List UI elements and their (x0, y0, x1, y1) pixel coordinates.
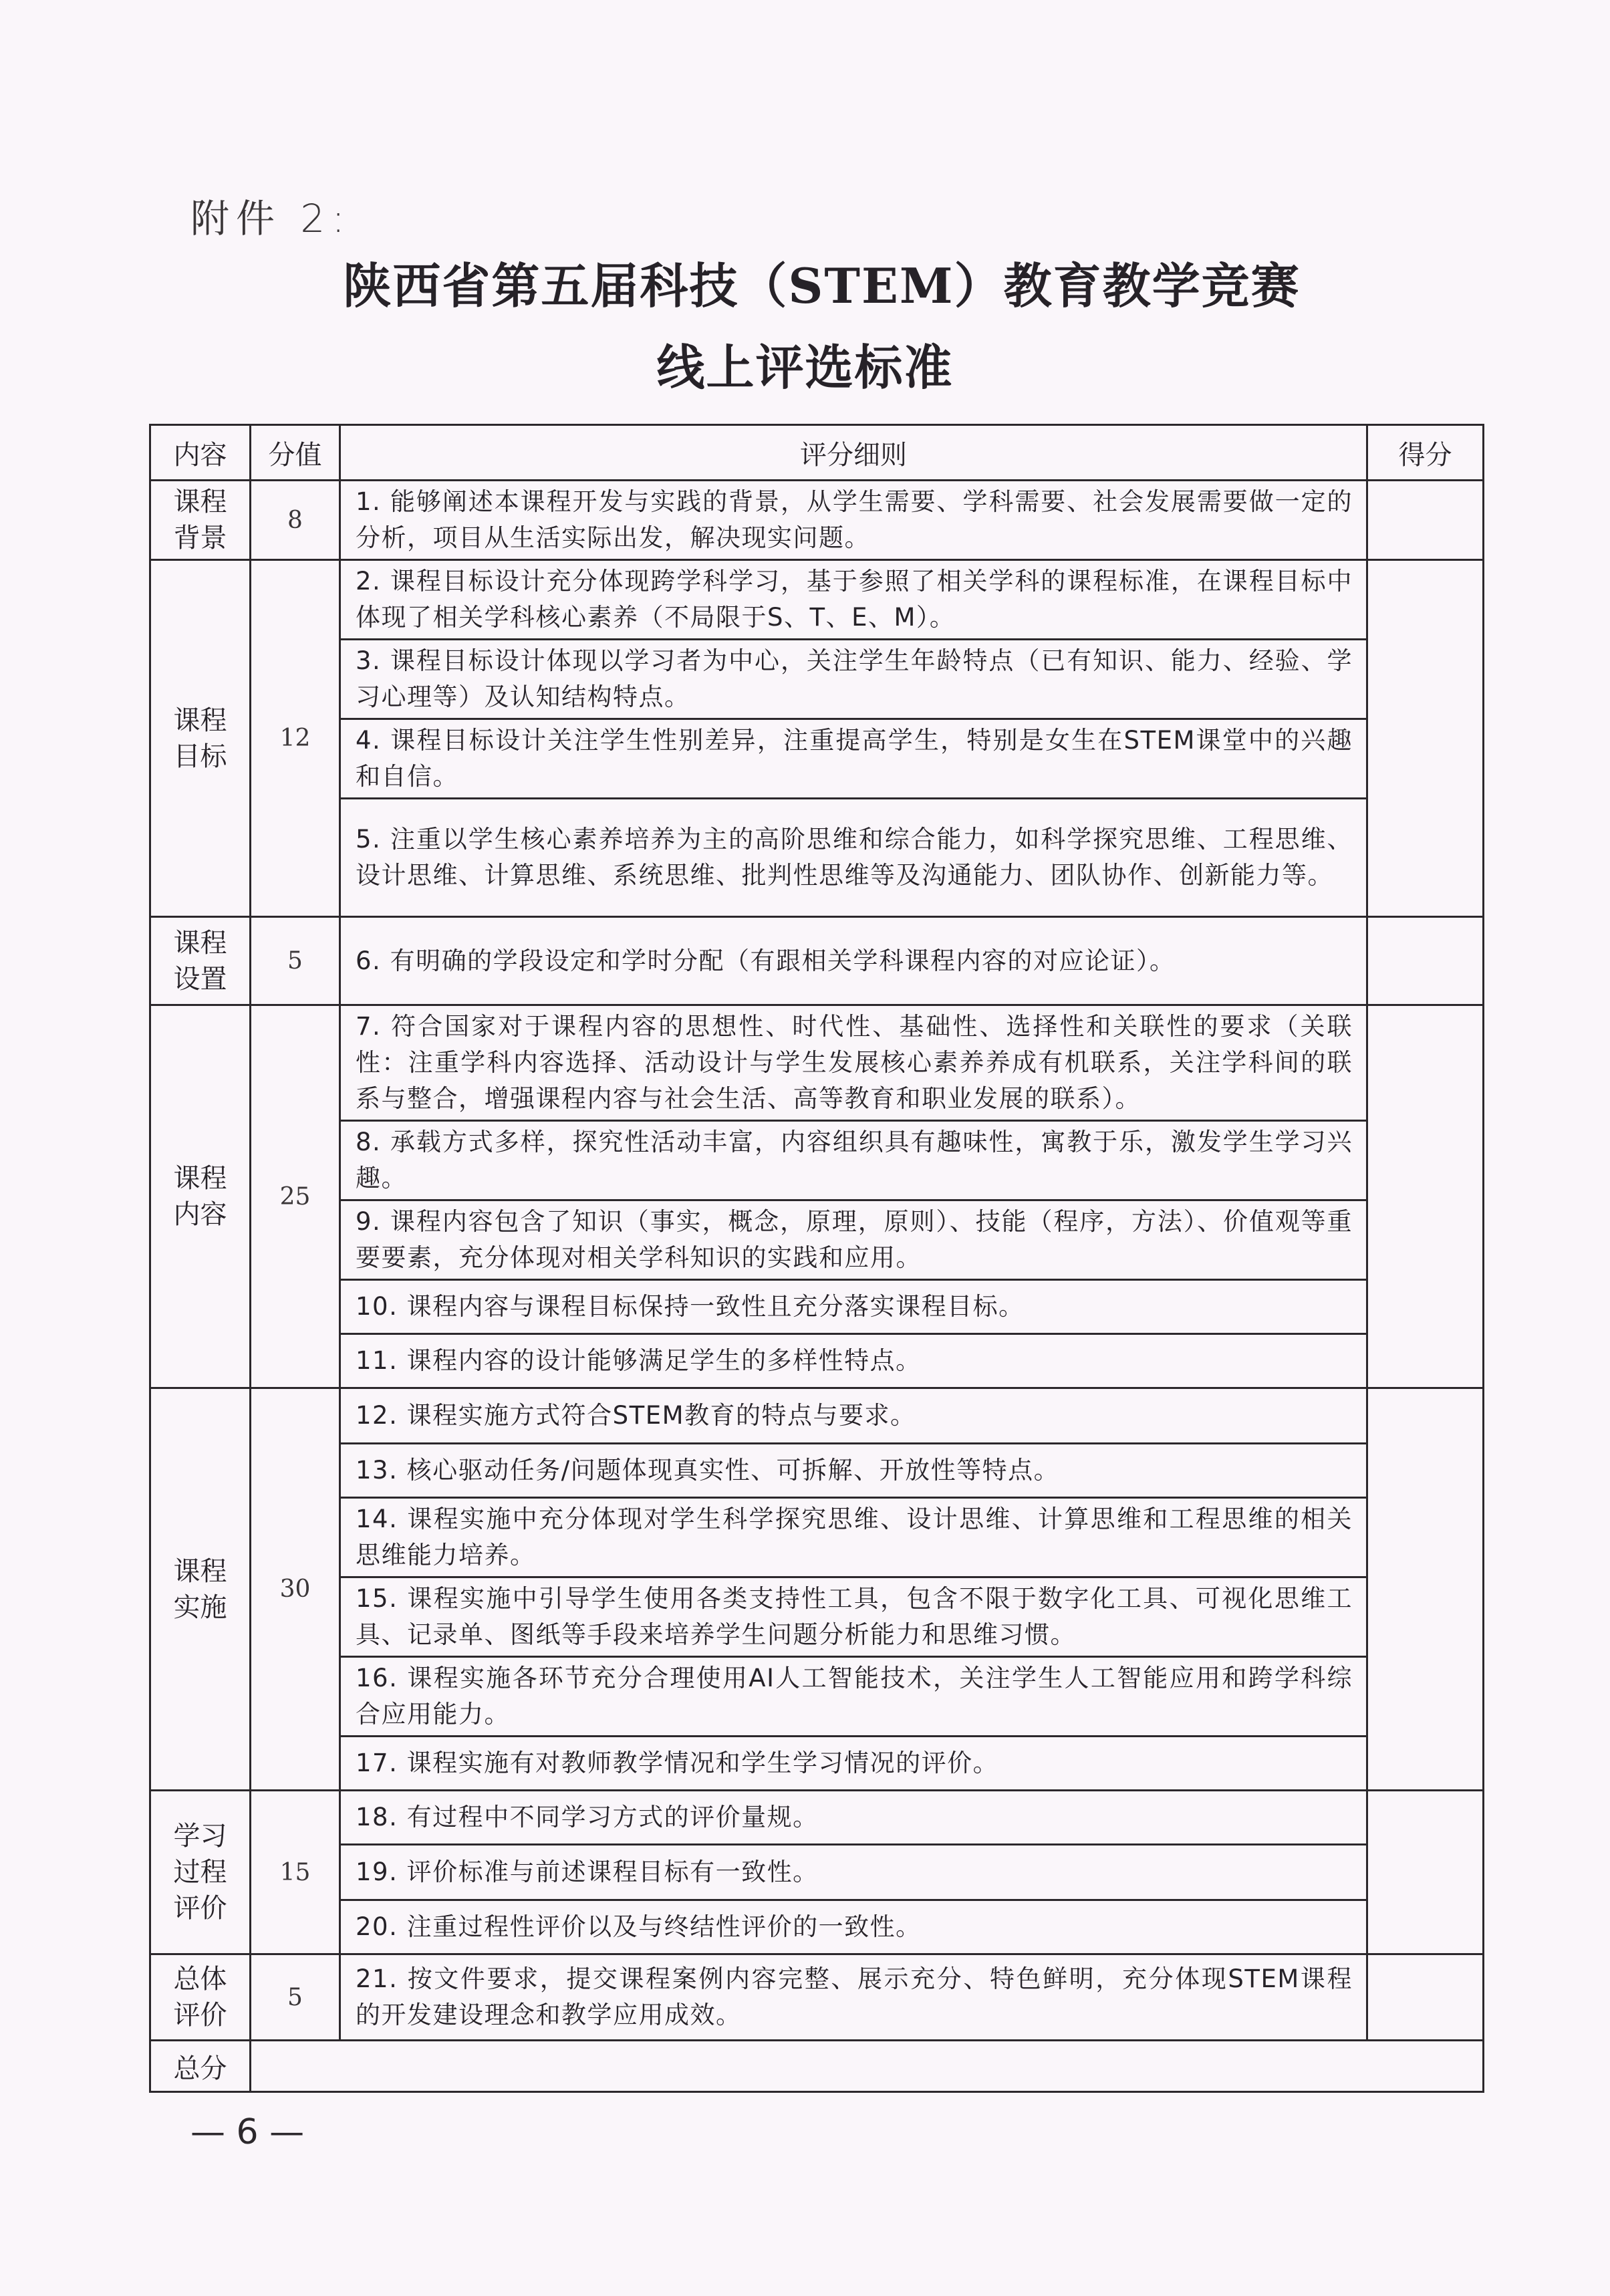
criteria-item: 16. 课程实施各环节充分合理使用AI人工智能技术，关注学生人工智能应用和跨学科综合应用能力。 (340, 1657, 1367, 1737)
scoring-criteria-table (149, 424, 1484, 2093)
criteria-item: 13. 核心驱动任务/问题体现真实性、可拆解、开放性等特点。 (340, 1444, 1367, 1498)
score-input-cell[interactable] (1367, 1005, 1484, 1388)
criteria-item: 14. 课程实施中充分体现对学生科学探究思维、设计思维、计算思维和工程思维的相关思维能力培养。 (340, 1498, 1367, 1577)
criteria-item: 17. 课程实施有对教师教学情况和学生学习情况的评价。 (340, 1737, 1367, 1791)
total-label: 总分 (150, 2041, 251, 2092)
header-content: 内容 (150, 425, 251, 481)
category-cell: 课程 设置 (150, 917, 251, 1005)
category-cell: 课程 背景 (150, 481, 251, 560)
table-row (150, 1334, 1484, 1388)
table-header-row (150, 425, 1484, 481)
criteria-item: 4. 课程目标设计关注学生性别差异，注重提高学生，特别是女生在STEM课堂中的兴趣和自信。 (340, 719, 1367, 799)
criteria-item: 5. 注重以学生核心素养培养为主的高阶思维和综合能力，如科学探究思维、工程思维、设计思维、计算思维、系统思维、批判性思维等及沟通能力、团队协作、创新能力等。 (340, 799, 1367, 917)
table-row (150, 1845, 1484, 1900)
criteria-item: 2. 课程目标设计充分体现跨学科学习，基于参照了相关学科的课程标准，在课程目标中体现了相关学科核心素养（不局限于S、T、E、M）。 (340, 560, 1367, 640)
criteria-item: 7. 符合国家对于课程内容的思想性、时代性、基础性、选择性和关联性的要求（关联性：注重学科内容选择、活动设计与学生发展核心素养养成有机联系，关注学科间的联系与整合，增强课程内容与社会生活、高等教育和职业发展的联系）。 (340, 1005, 1367, 1121)
score-input-cell[interactable] (1367, 1388, 1484, 1791)
total-row (150, 2041, 1484, 2092)
score-input-cell[interactable] (1367, 481, 1484, 560)
document-subtitle: 线上评选标准 (656, 339, 954, 396)
criteria-item: 6. 有明确的学段设定和学时分配（有跟相关学科课程内容的对应论证）。 (340, 917, 1367, 1005)
score-input-cell[interactable] (1367, 917, 1484, 1005)
table-row (150, 1900, 1484, 1954)
criteria-item: 10. 课程内容与课程目标保持一致性且充分落实课程目标。 (340, 1280, 1367, 1334)
criteria-item: 12. 课程实施方式符合STEM教育的特点与要求。 (340, 1388, 1367, 1444)
category-cell: 课程 目标 (150, 560, 251, 917)
attachment-label: 附件 2: (190, 196, 352, 241)
table-row (150, 1388, 1484, 1444)
table-row (150, 481, 1484, 560)
table-row (150, 917, 1484, 1005)
category-cell: 课程 内容 (150, 1005, 251, 1388)
table-row (150, 640, 1484, 719)
points-cell: 30 (251, 1388, 340, 1791)
score-input-cell[interactable] (1367, 1954, 1484, 2041)
table-row (150, 1200, 1484, 1280)
document-title: 陕西省第五届科技（STEM）教育教学竞赛 (343, 257, 1301, 314)
header-points: 分值 (251, 425, 340, 481)
criteria-item: 15. 课程实施中引导学生使用各类支持性工具，包含不限于数字化工具、可视化思维工具、记录单、图纸等手段来培养学生问题分析能力和思维习惯。 (340, 1577, 1367, 1657)
table-row (150, 560, 1484, 640)
table-row (150, 1005, 1484, 1121)
table-row (150, 1657, 1484, 1737)
table-row (150, 1577, 1484, 1657)
points-cell: 5 (251, 1954, 340, 2041)
criteria-item: 18. 有过程中不同学习方式的评价量规。 (340, 1791, 1367, 1845)
table-row (150, 719, 1484, 799)
category-cell: 学习 过程 评价 (150, 1791, 251, 1954)
points-cell: 8 (251, 481, 340, 560)
criteria-item: 19. 评价标准与前述课程目标有一致性。 (340, 1845, 1367, 1900)
table-row (150, 1954, 1484, 2041)
table-row (150, 1444, 1484, 1498)
points-cell: 12 (251, 560, 340, 917)
header-score: 得分 (1367, 425, 1484, 481)
criteria-item: 21. 按文件要求，提交课程案例内容完整、展示充分、特色鲜明，充分体现STEM课程的开发建设理念和教学应用成效。 (340, 1954, 1367, 2041)
page-number: — 6 — (190, 2112, 305, 2152)
points-cell: 5 (251, 917, 340, 1005)
table-row (150, 1498, 1484, 1577)
table-row (150, 1737, 1484, 1791)
score-input-cell[interactable] (1367, 560, 1484, 917)
criteria-item: 11. 课程内容的设计能够满足学生的多样性特点。 (340, 1334, 1367, 1388)
criteria-item: 8. 承载方式多样，探究性活动丰富，内容组织具有趣味性，寓教于乐，激发学生学习兴趣。 (340, 1121, 1367, 1200)
criteria-item: 3. 课程目标设计体现以学习者为中心，关注学生年龄特点（已有知识、能力、经验、学习心理等）及认知结构特点。 (340, 640, 1367, 719)
category-cell: 课程 实施 (150, 1388, 251, 1791)
table-row (150, 799, 1484, 917)
points-cell: 25 (251, 1005, 340, 1388)
table-row (150, 1121, 1484, 1200)
points-cell: 15 (251, 1791, 340, 1954)
header-criteria: 评分细则 (340, 425, 1367, 481)
criteria-item: 1. 能够阐述本课程开发与实践的背景，从学生需要、学科需要、社会发展需要做一定的分析，项目从生活实际出发，解决现实问题。 (340, 481, 1367, 560)
criteria-item: 9. 课程内容包含了知识（事实，概念，原理，原则）、技能（程序，方法）、价值观等重要要素，充分体现对相关学科知识的实践和应用。 (340, 1200, 1367, 1280)
criteria-item: 20. 注重过程性评价以及与终结性评价的一致性。 (340, 1900, 1367, 1954)
score-input-cell[interactable] (1367, 1791, 1484, 1954)
category-cell: 总体 评价 (150, 1954, 251, 2041)
table-row (150, 1280, 1484, 1334)
total-score-field[interactable] (251, 2041, 1484, 2092)
table-row (150, 1791, 1484, 1845)
